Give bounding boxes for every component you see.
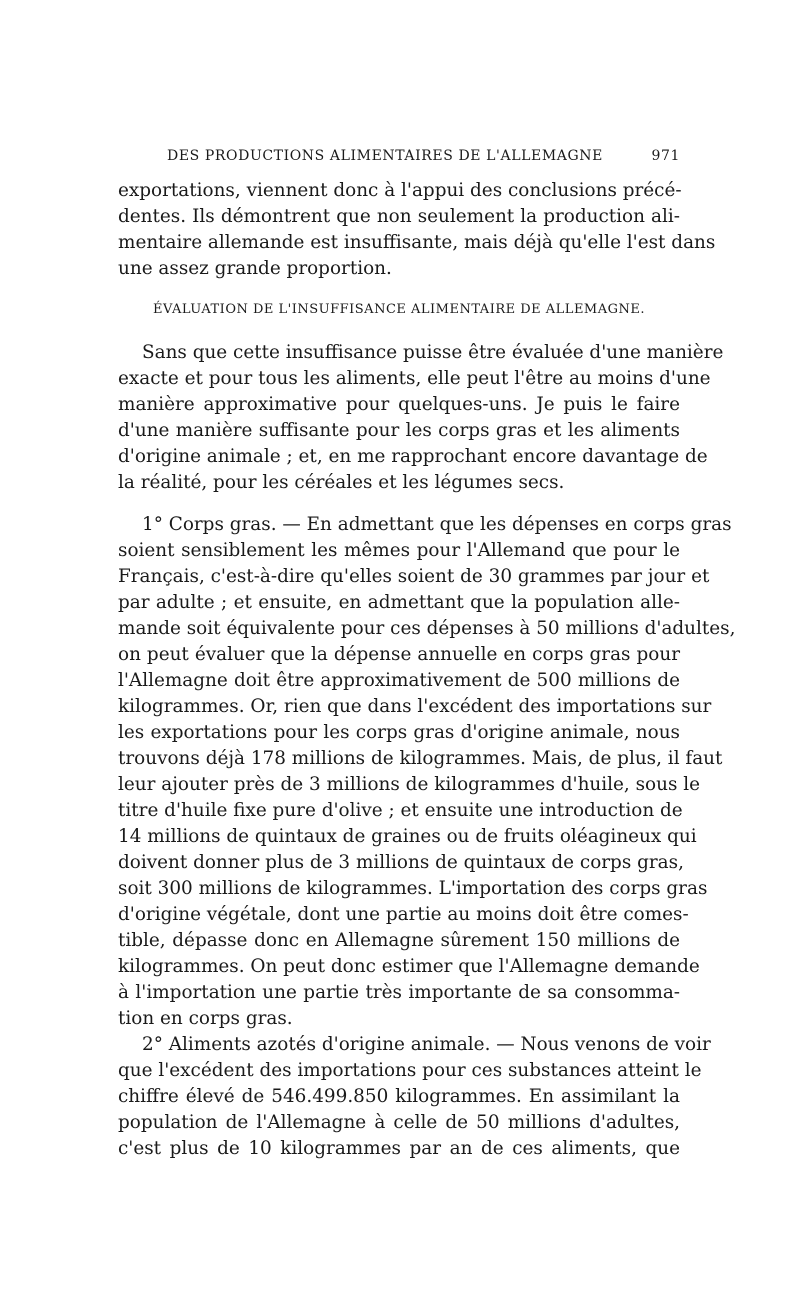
paragraph-aliments-azotes (118, 1032, 711, 1162)
text-line: une assez grande proportion. (118, 258, 392, 279)
text-line: soit 300 millions de kilogrammes. L'importation des corps gras (118, 878, 708, 899)
text-body (118, 178, 736, 1162)
text-line: soient sensiblement les mêmes pour l'Allemand que pour le (118, 540, 680, 561)
text-line: par adulte ; et ensuite, en admettant que la population alle- (118, 592, 680, 613)
text-line: leur ajouter près de 3 millions de kilogrammes d'huile, sous le (118, 774, 700, 795)
text-line: dentes. Ils démontrent que non seulement la production ali- (118, 206, 680, 227)
running-head (120, 148, 680, 168)
text-line: mentaire allemande est insuffisante, mais déjà qu'elle l'est dans (118, 232, 716, 253)
text-line: la réalité, pour les céréales et les légumes secs. (118, 472, 565, 493)
text-line: 2° Aliments azotés d'origine animale. — Nous venons de voir (142, 1034, 711, 1055)
text-line: c'est plus de 10 kilogrammes par an de ces aliments, que (118, 1138, 680, 1159)
text-line: population de l'Allemagne à celle de 50 millions d'adultes, (118, 1112, 680, 1133)
text-line: Français, c'est-à-dire qu'elles soient de 30 grammes par jour et (118, 566, 710, 587)
text-line: exacte et pour tous les aliments, elle peut l'être au moins d'une (118, 368, 711, 389)
text-line: manière approximative pour quelques-uns. Je puis le faire (118, 394, 680, 415)
text-line: exportations, viennent donc à l'appui des conclusions précé- (118, 180, 682, 201)
text-line: on peut évaluer que la dépense annuelle en corps gras pour (118, 644, 680, 665)
paragraph-gap (118, 496, 680, 512)
text-line: tible, dépasse donc en Allemagne sûrement 150 millions de (118, 930, 680, 951)
text-line: d'origine animale ; et, en me rapprochant encore davantage de (118, 446, 708, 467)
text-line: l'Allemagne doit être approximativement de 500 millions de (118, 670, 680, 691)
text-line: kilogrammes. On peut donc estimer que l'Allemagne demande (118, 956, 700, 977)
text-line: que l'excédent des importations pour ces substances atteint le (118, 1060, 702, 1081)
paragraph-intro (118, 178, 716, 282)
text-line: à l'importation une partie très importante de sa consomma- (118, 982, 680, 1003)
text-line: trouvons déjà 178 millions de kilogrammes. Mais, de plus, il faut (118, 748, 723, 769)
page-number: 971 (651, 148, 680, 164)
text-line: Sans que cette insuffisance puisse être évaluée d'une manière (142, 342, 724, 363)
text-line: 14 millions de quintaux de graines ou de fruits oléagineux qui (118, 826, 697, 847)
running-title: DES PRODUCTIONS ALIMENTAIRES DE L'ALLEMAGNE (167, 148, 603, 164)
text-line: tion en corps gras. (118, 1008, 293, 1029)
text-line: d'une manière suffisante pour les corps gras et les aliments (118, 420, 680, 441)
text-line: les exportations pour les corps gras d'origine animale, nous (118, 722, 680, 743)
text-line: mande soit équivalente pour ces dépenses à 50 millions d'adultes, (118, 618, 736, 639)
paragraph-corps-gras (118, 512, 736, 1032)
text-line: doivent donner plus de 3 millions de quintaux de corps gras, (118, 852, 684, 873)
text-line: titre d'huile fixe pure d'olive ; et ensuite une introduction de (118, 800, 683, 821)
text-line: d'origine végétale, dont une partie au moins doit être comes- (118, 904, 689, 925)
text-line: 1° Corps gras. — En admettant que les dépenses en corps gras (142, 514, 732, 535)
text-line: chiffre élevé de 546.499.850 kilogrammes. En assimilant la (118, 1086, 680, 1107)
section-heading: ÉVALUATION DE L'INSUFFISANCE ALIMENTAIRE DE ALLEMAGNE. (152, 302, 646, 317)
text-line: kilogrammes. Or, rien que dans l'excédent des importations sur (118, 696, 712, 717)
paragraph-evaluation (118, 340, 724, 496)
